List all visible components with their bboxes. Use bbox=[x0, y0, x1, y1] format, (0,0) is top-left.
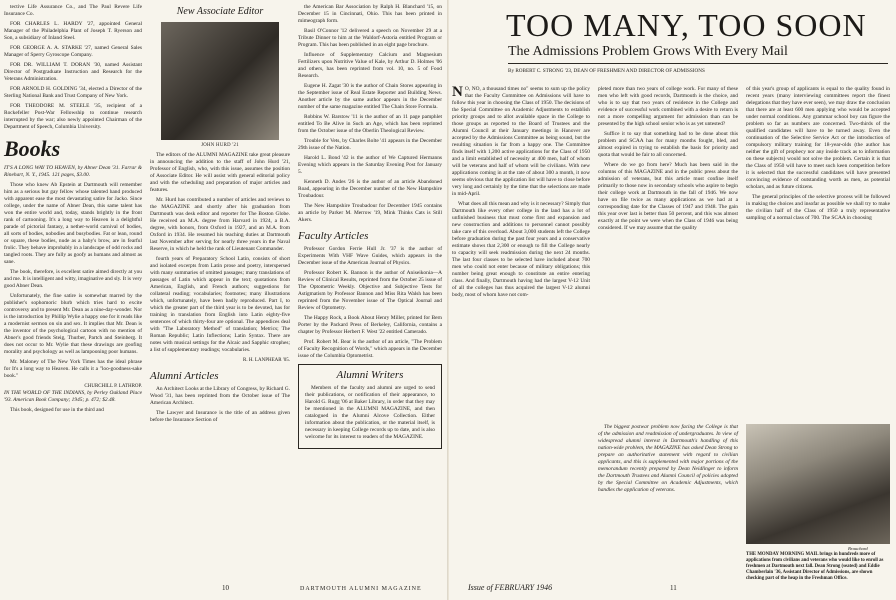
title-rule bbox=[508, 63, 888, 64]
article-title: TOO MANY, TOO SOON bbox=[506, 7, 867, 43]
alumni-article-paragraph: An Architect Looks at the Library of Congress, by Richard G. Wood '31, has been reprinted from the October issue of The American Architect. bbox=[150, 386, 290, 406]
section-heading-alumni-articles: Alumni Articles bbox=[150, 370, 219, 382]
section-heading-new-editor: New Associate Editor bbox=[176, 6, 264, 17]
editor-note: The biggest postwar problem now facing the College is that of the admission and readmission of undergraduates. In view of widespread alumni interest in Dartmouth's handling of this nation-wide problem, the MAGAZINE has asked Dean Strong to prepare an authoritative statement with regard to civilian applicants, and this is supplemented with major portions of the memorandum recently prepared by Dean Neidlinger to inform the Dartmouth Trustees and Alumni Council of policies adopted by the Special Committee on Academic Adjustments, which handles the application of veterans. bbox=[598, 424, 738, 493]
editor-paragraph: The editors of the ALUMNI MAGAZINE take great pleasure in announcing the addition to the staff of John Hurd '21, Professor of English, who, with this issue, assumes the position of Associate Editor. He will assist with general editorial policy and with the scheduling and preparation of major articles and features. bbox=[150, 152, 290, 193]
issue-line: Issue of FEBRUARY 1946 bbox=[468, 583, 553, 592]
article-paragraph: Where do we go from here? Much has been said in the columns of this MAGAZINE and in the public press about the admission of veterans, but this article must confine itself primarily to those now in secondary schools who aspire to begin their college work at Dartmouth in the fall of 1946. We now have on file twice as many applications as we had at a corresponding date for the Classes of 1947 and 1948. The gain this year over last is better than 50 percent, and this was almost exactly at the point we were when the Class of 1946 was being considered. If we may assume that the quality bbox=[598, 162, 738, 231]
photo-caption: JOHN HURD '21 bbox=[201, 143, 239, 148]
alumni-writers-box bbox=[298, 364, 442, 449]
book-review-paragraph: Mr. Maloney of The New York Times has the ideal phrase for It's a long way to Heaven. He calls it a "loo-goodness-sake book." bbox=[4, 359, 142, 379]
right-page bbox=[448, 0, 896, 600]
article-paragraph: of this year's group of applicants is equal to the quality found in recent years (many interviewing committees report the finest delegations that they have ever seen), we may draw the conclusion that there are at least 600 men applying who would be accepted under normal conditions. Any grammar school boy can figure the problem so far as numbers are concerned. Two-thirds of the qualified candidates will have to be turned away. Even the continuation of the Selective Service Act or the introduction of compulsory military training for 18-year-olds (the author has neither the gift of prophecy nor any inside track as to information on these subjects) would not solve the problem. Certain it is that the Class of 1950 will have to meet such keen competition before it is selected that the successful candidates will have presented convincing evidence of outstanding worth as men, as potential scholars, and as future citizens. bbox=[746, 86, 890, 190]
left-column-c bbox=[298, 4, 442, 449]
article-paragraph: The general principles of the selective process will be followed in making the choices and insofar as possible we shall try to make the civilian half of the Class of 1950 a truly representative sampling of a normal class of 700. The SCAA in choosing bbox=[746, 194, 890, 221]
book-review-paragraph: Unfortunately, the fine satire is somewhat marred by the publisher's sophomoric blurb which tries hard to excite controversy and to present Mr. Dean as a nine-day-wonder. Nor is the introduction by Phillip Wylie a happy one for it reads like a modernist sermon on sin and sex. It implies that Mr. Dean is the inventor of the psychological cartoon with no mention of Abner's good friends Steig, Thurber, Partch and Steinberg. It does not occur to Mr. Wylie that these drawings are goofing morality and psychology as well as lampooning poor humans. bbox=[4, 293, 142, 355]
intro-paragraph: tective Life Assurance Co., and The Paul Revere Life Insurance Co. bbox=[4, 4, 142, 17]
alumni-article-paragraph: Kenneth D. Andes '26 is the author of an article Abandoned Road, appearing in the December number of the New Hampshire Troubadour. bbox=[298, 179, 442, 199]
article-subtitle: The Admissions Problem Grows With Every Mail bbox=[508, 44, 788, 59]
alumni-article-paragraph: Trouble for Vets, by Charles Bolte '41 appears in the December 29th issue of the Nation. bbox=[298, 138, 442, 151]
alumni-article-paragraph: Harold L. Bond '42 is the author of We Captured Hermanns Evening which appears in the Saturday Evening Post for January 5. bbox=[298, 155, 442, 175]
alumni-article-paragraph: The New Hampshire Troubadour for December 1945 contains an article by Parker M. Merrow '19, Mink Thinks Cats is Still Akers. bbox=[298, 203, 442, 223]
alumni-writers-text: Members of the faculty and alumni are urged to send their publications, or notification of their appearance, to Harold G. Rugg '06 at Baker Library, in order that they may be mentioned in the ALUMNI MAGAZINE, and then catalogued in the Alumni Alcove Collection. Either information about the publication, or the material itself, is necessary in keeping College records up to date, and is also welcome for its interest to readers of the MAGAZINE. bbox=[305, 385, 435, 440]
article-paragraph bbox=[452, 86, 590, 198]
alumni-article-paragraph: Influence of Supplementary Calcium and Magnesium Fertilizers upon Nutritive Value of Kale, by Arthur D. Holmes '06 and others, has been reprinted from vol. 10, no. 5 of Food Research. bbox=[298, 52, 442, 79]
promotion-item: FOR CHARLES L. HARDY '27, appointed General Manager of the Philadelphia Plant of Joseph T. Ryerson and Son, a subsidiary of Inland Steel. bbox=[4, 21, 142, 41]
reviewer-signature: R. H. LANPHEAR '05. bbox=[242, 358, 290, 363]
faculty-article-paragraph: Prof. Robert M. Bear is the author of an article, "The Problem of Faculty Recognition of Words," which appears in the December issue of the Columbia Optometrist. bbox=[298, 339, 442, 359]
article-column-b bbox=[598, 86, 738, 235]
reviewer-signature: CHURCHILL P. LATHROP. bbox=[84, 384, 142, 389]
article-column-c bbox=[746, 86, 890, 225]
book-review-paragraph: Those who knew Ab Epstein at Dartmouth will remember him as a serious but gay fellow whose talented hand produced with apparent ease the most devastating satire for Jacko. Since college, under the name of Abner Dean, this same talent has won the entire world and, today, stands brightly in the front rank of cartooning. It's a long way to Heaven is a delightful parade of pictorial fantasy, a nether-world carnival of bodies, all sorts of bodies, nobodies and busybodies. Fat or lean, round or square, these bodies, nude as a baby's brow, are in fearful frolic. They behave improbably in a landscape of odd rocks and tangled roots. They are fully as goofy as humans and almost as sane. bbox=[4, 182, 142, 265]
drop-cap: N bbox=[452, 84, 463, 100]
page-number-right: 11 bbox=[670, 584, 677, 592]
left-column-a bbox=[4, 4, 142, 417]
page-number-left: 10 bbox=[222, 584, 229, 592]
section-heading-alumni-writers: Alumni Writers bbox=[336, 369, 404, 381]
faculty-article-paragraph: Professor Robert K. Bannon is the author of Aniseikonia—A Review of Clinical Results, reprinted from the October 25 issue of The Optometric Weekly. Objective and Subjective Tests for Astigmatism by Professor Bannon and Miss Rita Walsh has been reprinted from the November issue of The Optical Journal and Review of Optometry. bbox=[298, 270, 442, 311]
left-column-b bbox=[150, 4, 290, 427]
article-byline: By ROBERT C. STRONG '23, DEAN OF FRESHMEN AND DIRECTOR OF ADMISSIONS bbox=[508, 68, 705, 74]
article-first-paragraph: O, NO, a thousand times no" seems to sum up the policy that the Faculty Committee on Admissions will have to follow this year in choosing the Class of 1950. The decisions of the Special Committee on Academic Adjustments to establish priority groups and to allot available space in the College to those groups as reported to the Board of Trustees and the Alumni Council at their January meetings in Hanover are accepted by the Admissions Committee as being sound, but the resulting situation is far from a happy one. The Committee finds itself with 1,200 active applications for the Class of 1950 and a limit established of necessity at 400 men, half of whom will be veterans and half of whom will be civilians. With new applications coming in at the rate of about 300 a month, it now seems obvious that the application list will have to close before very long and certainly by the time that the selections are made in mid-April. bbox=[452, 86, 590, 197]
book-review-title: IT'S A LONG WAY TO HEAVEN, by Abner Dean '31. Farrar & Rinehart, N. Y., 1945. 121 pages, $3.00. bbox=[4, 165, 142, 178]
editor-note-block bbox=[598, 424, 738, 497]
promotion-item: FOR THEODORE M. STEELE '35, recipient of a Rockefeller Post-War Fellowship to continue research interrupted by the war; also newly appointed Chairman of the Department of Speech, Columbia University. bbox=[4, 103, 142, 130]
editor-paragraph: Mr. Hurd has contributed a number of articles and reviews to the MAGAZINE and shortly after his graduation from Dartmouth was desk editor and reporter for The Boston Globe. He received an M.A. degree from Harvard in 1924, a B.A. degree, with honors, from Oxford in 1927, and an M.A. from Oxford in 1934. He resumed his teaching duties at Dartmouth last November after serving for nearly three years in the Naval Reserve, in which he held the rank of Lieutenant Commander. bbox=[150, 197, 290, 252]
alumni-article-paragraph: The Lawyer and Insurance is the title of an address given before the Insurance Section of bbox=[150, 410, 290, 423]
alumni-article-paragraph: Robbins W. Barstow '11 is the author of an 11 page pamphlet entitled To Be Alive in Such an Age, which has been reprinted from the October issue of the Oberlin Theological Review. bbox=[298, 114, 442, 134]
book-review-continued: fourth years of Preparatory School Latin, consists of short and isolated excerpts from Latin prose and poetry, interspersed with many summaries of omitted passages; many translations of passages of Latin which appear in the text; quotations from American, English, and French authors; suggestions for collateral reading; vocabularies; footnotes; many illustrations which, unfortunately, have been badly reproduced. Part I, to which the greater part of the third year is to be devoted, has for training in translation from English into Latin eighty-five sentences of which thirty-four are optional. The appendices deal with "The Laboratory Method" of translation; Metrics; The Roman Republic; Latin Inflections; Latin Syntax. There are notes with musical settings for the Alcaic and Sapphic strophes; a list of supplementary readings; vocabularies. bbox=[150, 256, 290, 353]
mail-photo bbox=[746, 424, 890, 544]
book-review-title: IN THE WORLD OF THE INDIANS, by Perley Oakland Place '93. American Book Company; 1945; p. 472; $2.48. bbox=[4, 390, 142, 403]
faculty-article-paragraph: Professor Gordon Ferrie Hull Jr. '37 is the author of Experiments With VHF Wave Guides, which appears in the December issue of the American Journal of Physics. bbox=[298, 246, 442, 266]
promotion-item: FOR ARNOLD H. GOLDING '34, elected a Director of the Sterling National Bank and Trust Company of New York. bbox=[4, 86, 142, 99]
section-heading-faculty-articles: Faculty Articles bbox=[298, 230, 369, 242]
book-review-paragraph: This book, designed for use in the third and bbox=[10, 407, 104, 413]
photo-caption: THE MONDAY MORNING MAIL brings in hundreds more of applications from civilians and veterans who would like to enroll as freshmen at Dartmouth next fall. Dean Strong (seated) and Eddie Chamberlain '36, Assistant Director of Admissions, are shown checking part of the heap in the Freshman Office. bbox=[746, 552, 884, 581]
promotion-item: FOR GEORGE A. A. STARKE '27, named General Sales Manager of Sperry Gyroscope Company. bbox=[4, 45, 142, 58]
article-paragraph: What does all this mean and why is it necessary? Simply that Dartmouth like every other college in the land has a lot of unfinished business that must come first and expansion and new construction and additions to personnel cannot possibly take care of this overload. About 3,000 students left the College before graduation during the past four years and a conservative estimate shows that 2,300 or enough to fill the College nearly to capacity will seek readmission during the next 24 months. The last four classes to be selected have included about 700 men who could not enter because of military obligations; this number being great enough to constitute an entire entering class. And finally, Dartmouth having had the largest V-12 Unit of all the colleges has thus acquired the largest V-12 alumni body, most of whom have not com- bbox=[452, 201, 590, 298]
article-paragraph: Suffice it to say that something had to be done about this problem and SCAA has for many months fought, bled, and almost expired in trying to establish the basis for priority and quota that would be fair to all concerned. bbox=[598, 131, 738, 158]
alumni-article-paragraph: the American Bar Association by Ralph H. Blanchard '15, on December 15 in Cincinnati, Ohio. This has been printed in mimeograph form. bbox=[298, 4, 442, 24]
faculty-article-paragraph: The Happy Rock, a Book About Henry Miller, printed for Bern Porter by the Packard Press of Berkeley, California, contains a chapter by Professor Herbert F. West '22 entitled Camerado. bbox=[298, 315, 442, 335]
article-column-a bbox=[452, 86, 590, 302]
alumni-article-paragraph: Basil O'Connor '12 delivered a speech on November 29 at a Tribute Dinner to him at the Waldorf-Astoria entitled Program or Program. This has been published in an eight page brochure. bbox=[298, 28, 442, 48]
portrait-photo bbox=[161, 22, 279, 140]
article-paragraph: pleted more than two years of college work. For many of these men who left with good records, Dartmouth is the choice, and who is to say that two years of residence in the College and evidence of successful work combined with a desire to return is not a more compelling argument for admission than can be presented by the high school senior who is as yet untested? bbox=[598, 86, 738, 127]
book-review-paragraph: The book, therefore, is excellent satire aimed directly at you and me. It is intelligent and witty, imaginative and sly. It is very good Abner Dean. bbox=[4, 269, 142, 289]
magazine-footer-title: DARTMOUTH ALUMNI MAGAZINE bbox=[300, 586, 422, 592]
books-heading: Books bbox=[4, 136, 61, 161]
photo-credit: Brauchard bbox=[848, 546, 868, 551]
alumni-article-paragraph: Eugene H. Zagat '30 is the author of Chain Stores appearing in the September issue of Real Estate Reporter and Building News. Another article by the same author appears in the December number of the same magazine entitled The Chain Store Formula. bbox=[298, 83, 442, 110]
promotion-item: FOR DR. WILLIAM T. DORAN '30, named Assistant Director of Postgraduate Instruction and Research for the Veterans Administration. bbox=[4, 62, 142, 82]
